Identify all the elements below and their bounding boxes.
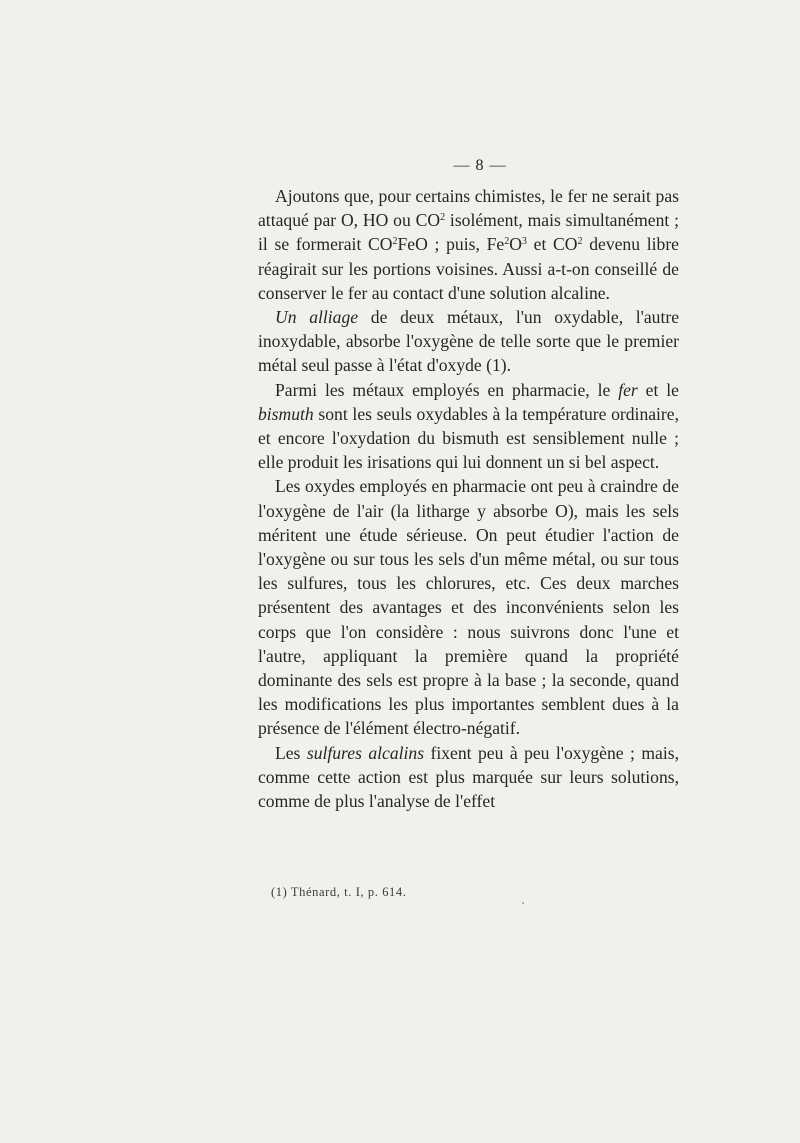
- page-number: — 8 —: [453, 157, 507, 174]
- paragraph: Ajoutons que, pour certains chimistes, le fer ne serait pas attaqué par O, HO ou $CO^2$ isolément, mais simultanément ; il se formerait $CO^2FeO$ ; puis, $Fe^2O^3$ et $CO^2$ devenu libre réagirait sur les portions voisines. Aussi a-t-on conseillé de conserver le fer au contact d'une solution alcaline.: [258, 186, 679, 303]
- paragraph: Un alliage de deux métaux, l'un oxydable, l'autre inoxydable, absorbe l'oxygène de telle sorte que le premier métal seul passe à l'état d'oxyde (1).: [258, 307, 680, 376]
- paragraph: Les sulfures alcalins fixent peu à peu l'oxygène ; mais, comme cette action est plus marquée sur leurs solutions, comme de plus l'analyse de l'effet: [258, 742, 679, 812]
- paragraph: Les oxydes employés en pharmacie ont peu à craindre de l'oxygène de l'air (la litharge y absorbe O), mais les sels méritent une étude sérieuse. On peut étudier l'action de l'oxygène ou sur tous les sels d'un même métal, ou sur tous les sulfures, tous les chlorures, etc. Ces deux marches présentent des avantages et des inconvénients selon les corps que l'on considère : nous suivrons donc l'une et l'autre, appliquant la première quand la propriété dominante des sels est propre à la base ; la seconde, quand les modifications les plus importantes semblent dues à la présence de l'élément électro-négatif.: [258, 476, 679, 739]
- footnote: (1) Thénard, t. I, p. 614.: [271, 885, 407, 899]
- paragraph: Parmi les métaux employés en pharmacie, le fer et le bismuth sont les seuls oxydables à la température ordinaire, et encore l'oxydation du bismuth est sensiblement nulle ; elle produit les irisations qui lui donnent un si bel aspect.: [258, 379, 679, 473]
- body-text: [258, 184, 679, 813]
- paper-speck: [522, 902, 524, 904]
